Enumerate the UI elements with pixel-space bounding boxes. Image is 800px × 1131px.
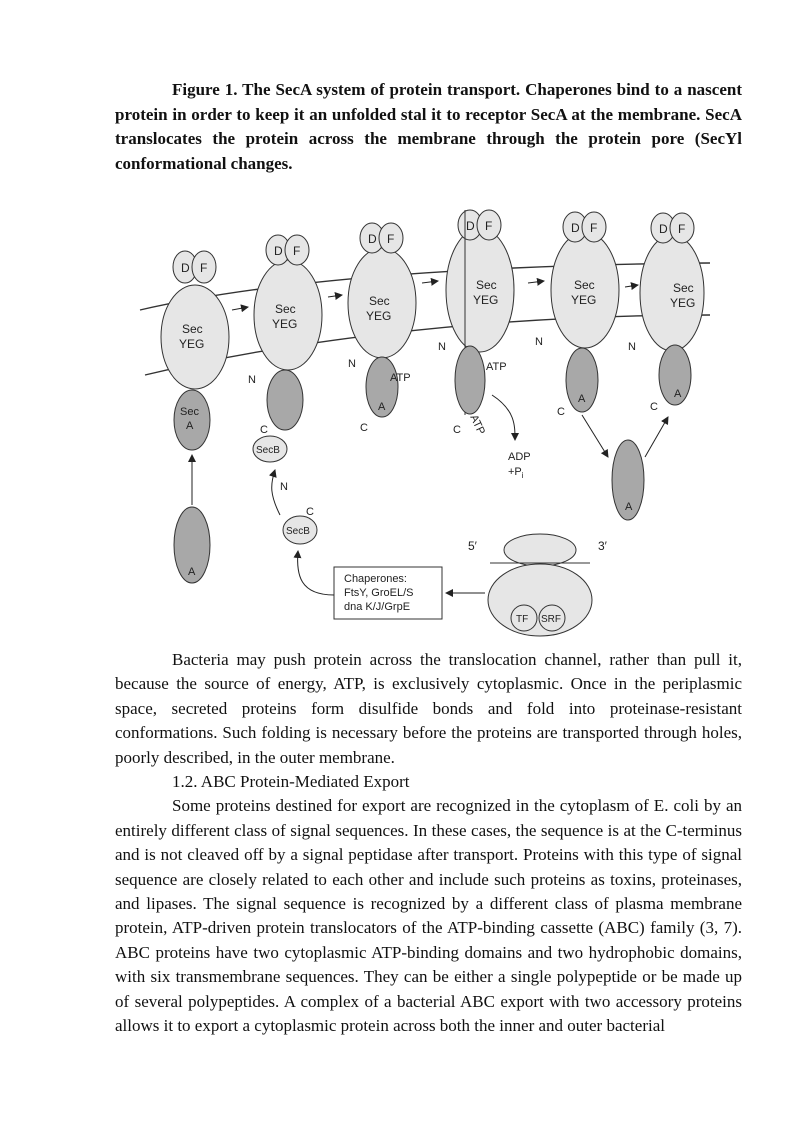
label-a: A	[188, 566, 196, 578]
paragraph-1: Bacteria may push protein across the translocation channel, rather than pull it, because the source of energy, ATP, is exclusively cytoplasmic. Once in the periplasmic space, secreted proteins form disulfide bonds and fold into proteinase-resistant conformations. Such folding is necessary before the proteins are transported through holes, poorly described, in the outer membrane.	[115, 650, 742, 767]
label-5-prime: 5′	[468, 539, 477, 553]
label-n: N	[628, 341, 636, 353]
label-atp: ATP	[486, 361, 507, 373]
label-srf: SRF	[541, 614, 561, 625]
label-sec: Sec	[369, 294, 390, 308]
label-d: D	[659, 222, 668, 236]
label-f: F	[590, 221, 598, 235]
label-n: N	[438, 341, 446, 353]
label-sec: Sec	[673, 281, 694, 295]
section-heading: 1.2. ABC Protein-Mediated Export	[172, 772, 410, 792]
label-f: F	[200, 261, 208, 275]
label-adp: ADP	[508, 451, 531, 463]
label-d: D	[368, 232, 377, 246]
label-sec: Sec	[574, 278, 595, 292]
translocon-unit-2	[232, 235, 322, 544]
label-a: A	[578, 393, 586, 405]
label-pi: $+P_i$	[508, 466, 524, 480]
label-yeg: YEG	[272, 317, 298, 331]
membrane-inner-line	[145, 315, 710, 375]
figure-caption	[115, 78, 742, 176]
paragraph-2: Some proteins destined for export are recognized in the cytoplasm of E. coli by an entirely different class of signal sequences. In these cases, the sequence is at the C-terminus and is not cleaved off by a signal peptidase after transport. Proteins with this type of signal sequence are closely related to each other and include such proteins as toxins, proteinases, and lipases. The signal sequence is recognized by a different class of plasma membrane protein, ATP-driven protein translocators of the ATP-binding cassette (ABC) family (3, 7). ABC proteins have two cytoplasmic ATP-binding domains and two hydrophobic domains, with six transmembrane sequences. They can be either a single polypeptide or be made up of several polypeptides. A complex of a bacterial ABC export with two accessory proteins allows it to export a cytoplasmic protein across both the inner and outer bacterial	[115, 796, 742, 1036]
label-c: C	[260, 424, 268, 436]
label-sec: Sec	[182, 322, 203, 336]
chaperones-box	[298, 551, 485, 619]
label-yeg: YEG	[179, 337, 205, 351]
translocon-unit-1	[161, 251, 229, 583]
chaperones-line-3: dna K/J/GrpE	[344, 601, 411, 613]
label-c: C	[650, 401, 658, 413]
chaperones-line-2: FtsY, GroEL/S	[344, 587, 414, 599]
label-sec: Sec	[476, 278, 497, 292]
label-n: N	[248, 374, 256, 386]
label-sec: Sec	[275, 302, 296, 316]
label-yeg: YEG	[670, 296, 696, 310]
label-d: D	[274, 244, 283, 258]
label-seca-a: A	[186, 420, 194, 432]
label-seca-sec: Sec	[180, 406, 199, 418]
label-yeg: YEG	[571, 293, 597, 307]
label-f: F	[293, 244, 301, 258]
label-f: F	[678, 222, 686, 236]
label-f: F	[485, 219, 493, 233]
translocon-unit-3	[328, 223, 416, 434]
label-tf: TF	[516, 614, 529, 625]
translocon-unit-6	[625, 213, 704, 457]
label-yeg: YEG	[366, 309, 392, 323]
figure-caption-text: Figure 1. The SecA system of protein transport. Chaperones bind to a nascent protein in order to keep it an unfolded stal it to receptor SecA at the membrane. SecA translocates the protein across the membrane through the protein pore (SecYl conformational changes.	[115, 80, 742, 173]
label-d: D	[466, 219, 475, 233]
label-yeg: YEG	[473, 293, 499, 307]
label-d: D	[181, 261, 190, 275]
seca-transport-figure	[120, 195, 720, 645]
label-a: A	[625, 501, 633, 513]
label-n: N	[348, 358, 356, 370]
label-f: F	[387, 232, 395, 246]
membrane-outer-line	[140, 263, 710, 310]
label-n: N	[280, 481, 288, 493]
label-c: C	[453, 424, 461, 436]
label-3-prime: 3′	[598, 539, 607, 553]
label-n: N	[535, 336, 543, 348]
label-c: C	[360, 422, 368, 434]
seca-diagram	[120, 195, 720, 645]
chaperones-line-1: Chaperones:	[344, 573, 407, 585]
translocon-unit-4	[422, 210, 531, 480]
label-d: D	[571, 221, 580, 235]
label-a: A	[378, 401, 386, 413]
label-c: C	[557, 406, 565, 418]
translocon-unit-5	[528, 212, 644, 520]
label-atp: ATP	[390, 372, 411, 384]
body-text	[115, 648, 742, 1039]
label-secb: SecB	[286, 526, 310, 537]
label-atp: ATP	[467, 412, 488, 437]
ribosome	[468, 534, 608, 636]
label-c: C	[306, 506, 314, 518]
label-secb: SecB	[256, 445, 280, 456]
label-a: A	[674, 388, 682, 400]
